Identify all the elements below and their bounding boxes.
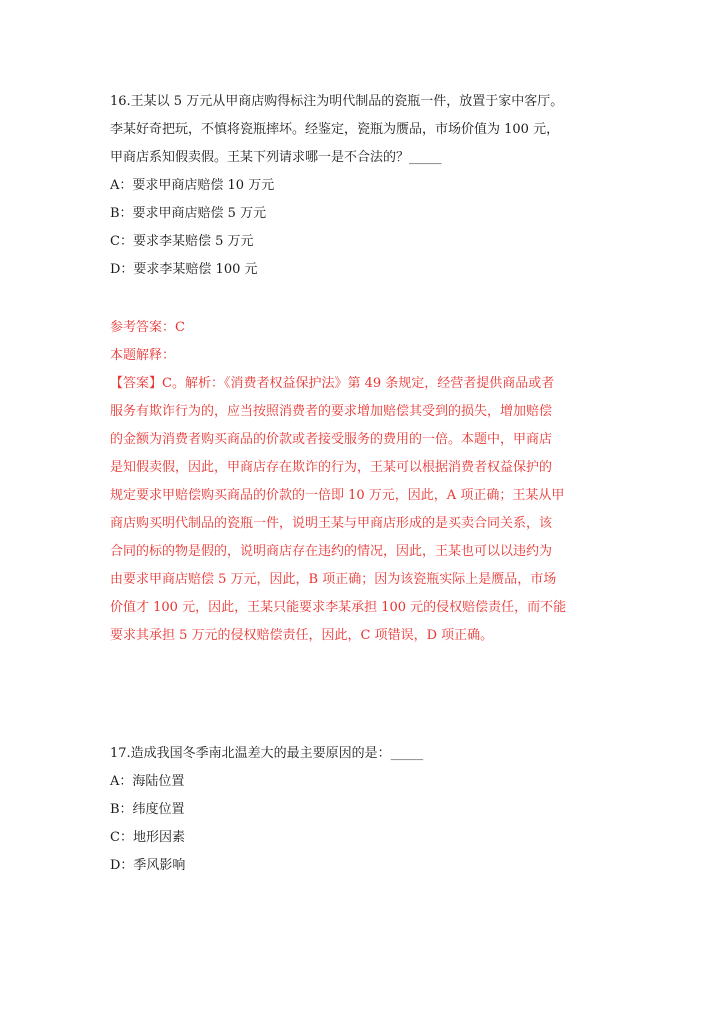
explanation-line: 合同的标的物是假的，说明商店存在违约的情况，因此，王某也可以以违约为 — [110, 544, 553, 559]
question-16-option-d: D：要求李某赔偿 100 元 — [110, 262, 258, 277]
question-16-stem-line: 甲商店系知假卖假。王某下列请求哪一是不合法的？_____ — [110, 150, 442, 165]
answer-label: 参考答案：C — [110, 320, 185, 335]
explanation-line: 商店购买明代制品的瓷瓶一件，说明王某与甲商店形成的是买卖合同关系，该 — [110, 516, 553, 531]
question-16-stem-line: 李某好奇把玩，不慎将瓷瓶摔坏。经鉴定，瓷瓶为赝品，市场价值为 100 元， — [110, 122, 560, 137]
question-17-option-c: C：地形因素 — [110, 830, 185, 845]
question-16-answer-block — [110, 314, 610, 650]
question-17-option-b: B：纬度位置 — [110, 802, 185, 817]
explanation-line: 要求其承担 5 万元的侵权赔偿责任，因此，C 项错误，D 项正确。 — [110, 628, 494, 643]
explanation-line: 由要求甲商店赔偿 5 万元，因此，B 项正确；因为该瓷瓶实际上是赝品，市场 — [110, 572, 557, 587]
question-16-options — [110, 172, 610, 284]
question-16-stem — [110, 88, 610, 172]
explanation-line: 是知假卖假，因此，甲商店存在欺诈的行为，王某可以根据消费者权益保护的 — [110, 460, 553, 475]
explanation-line: 规定要求甲赔偿购买商品的价款的一倍即 10 万元，因此，A 项正确；王某从甲 — [110, 488, 565, 503]
explanation-line: 服务有欺诈行为的，应当按照消费者的要求增加赔偿其受到的损失，增加赔偿 — [110, 404, 553, 419]
question-17-stem — [110, 740, 610, 768]
explanation-line: 【答案】C。解析：《消费者权益保护法》第 49 条规定，经营者提供商品或者 — [110, 376, 555, 391]
question-16-option-b: B：要求甲商店赔偿 5 万元 — [110, 206, 267, 221]
question-17-option-a: A：海陆位置 — [110, 774, 185, 789]
explanation-line: 的金额为消费者购买商品的价款或者接受服务的费用的一倍。本题中，甲商店 — [110, 432, 553, 447]
question-17-option-d: D：季风影响 — [110, 858, 186, 873]
question-16-option-c: C：要求李某赔偿 5 万元 — [110, 234, 254, 249]
question-17-options — [110, 768, 610, 880]
question-16-stem-line: 16.王某以 5 万元从甲商店购得标注为明代制品的瓷瓶一件，放置于家中客厅。 — [110, 94, 564, 109]
explanation-line: 价值才 100 元，因此，王某只能要求李某承担 100 元的侵权赔偿责任，而不能 — [110, 600, 567, 615]
question-16-option-a: A：要求甲商店赔偿 10 万元 — [110, 178, 275, 193]
explanation-label: 本题解释： — [110, 348, 176, 363]
question-17-stem-line: 17.造成我国冬季南北温差大的最主要原因的是：_____ — [110, 746, 424, 761]
